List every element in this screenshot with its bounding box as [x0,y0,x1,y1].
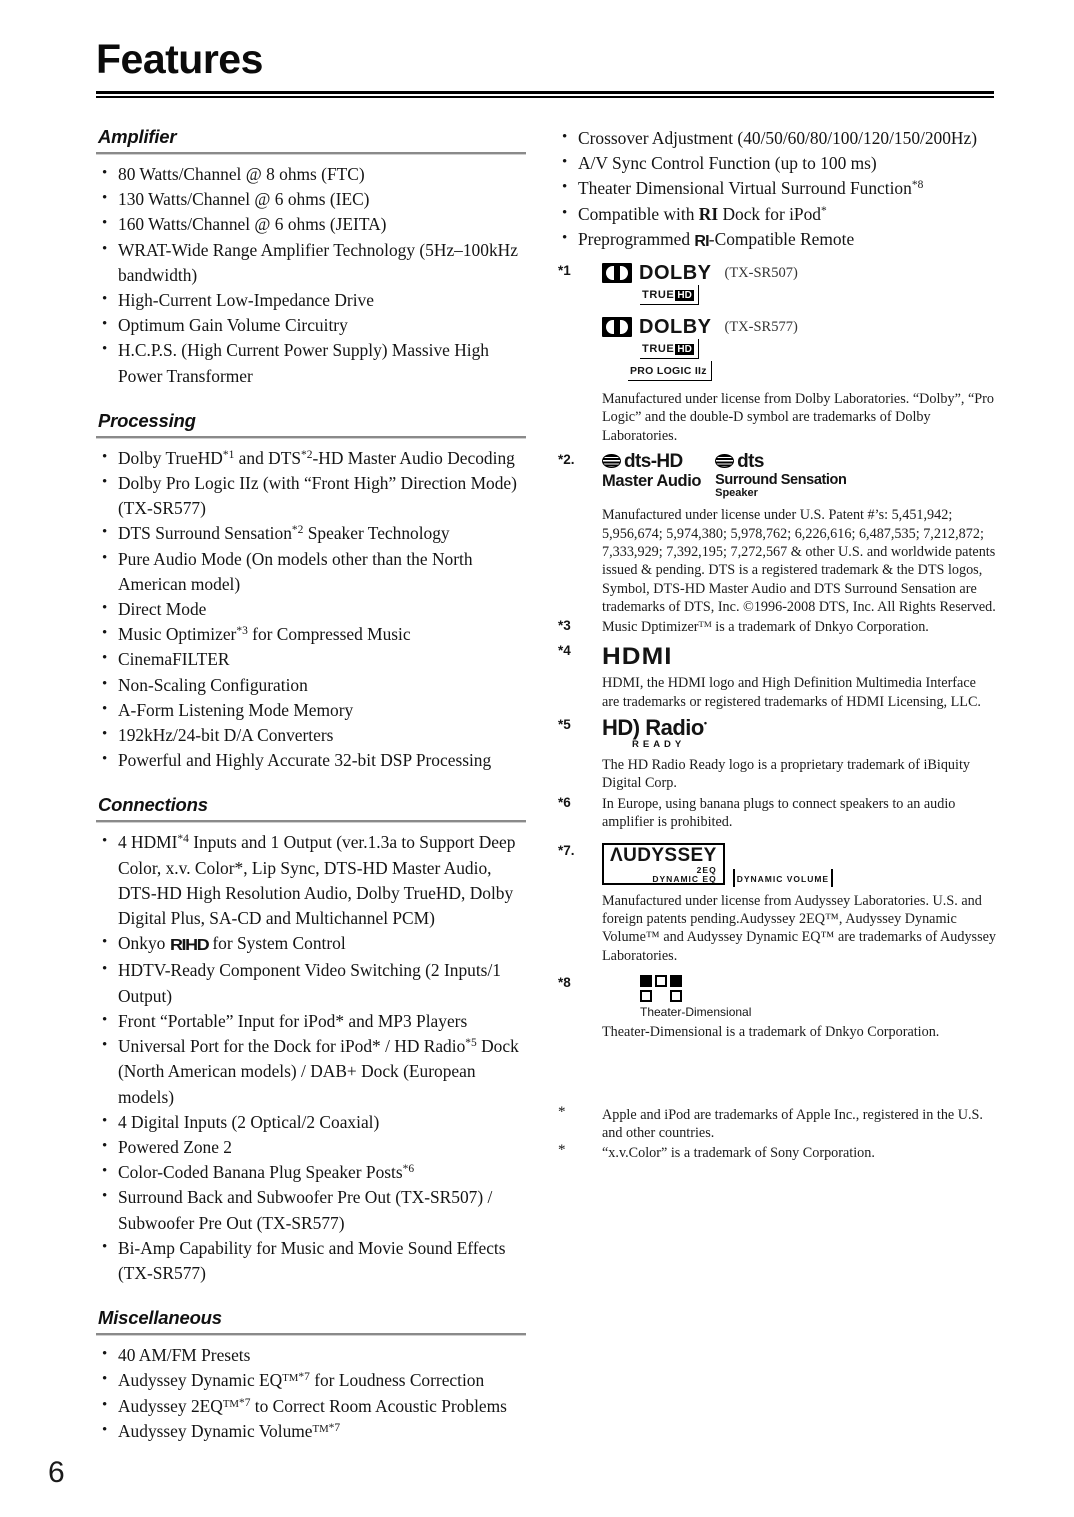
section-miscellaneous [96,1307,526,1444]
feature-text: A/V Sync Control Function (up to 100 ms) [578,153,877,174]
list-item [96,1343,526,1368]
feature-text: Bi-Amp Capability for Music and Movie Sound Effects (TX-SR577) [118,1237,506,1283]
trademark-notes [556,1106,996,1163]
list-item [96,1160,526,1185]
section-heading-amplifier: Amplifier [98,126,177,147]
feature-text: 160 Watts/Channel @ 6 ohms (JEITA) [118,214,387,235]
feature-text-cont: Dock (North American models) / DAB+ Dock (European models) [118,1036,519,1107]
hd-radio-arc-icon: ) [632,715,640,741]
footnote-ref: *7 [298,1371,310,1384]
feature-text: Pure Audio Mode (On models other than the North American model) [118,548,473,594]
dolby-hd-box: HD [677,343,692,355]
section-amplifier [96,126,526,389]
dts-master-audio-label: Master Audio [602,471,702,490]
list-item [96,446,526,471]
feature-text: Direct Mode [118,599,207,620]
theater-dimensional-caption: Theater-Dimensional [640,1004,752,1019]
footnote-2 [556,452,996,616]
feature-text: Crossover Adjustment (40/50/60/80/100/120/150/200Hz) [578,128,977,148]
footnote-ref: *1 [222,448,235,461]
dolby-double-d-icon [602,317,632,337]
section-processing [96,410,526,774]
trademark-symbol: TM [282,1372,299,1385]
footnote-ref: *7 [328,1421,341,1434]
feature-text: 192kHz/24-bit D/A Converters [118,725,334,746]
dolby-hd-box: HD [677,289,692,301]
list-item [96,288,526,313]
footnote-mark: *3 [558,618,571,634]
footnote-ref: *3 [236,625,248,638]
dts-speaker-label: Speaker [715,487,758,500]
footnote-5 [556,717,996,793]
footnote-3-text-part2: is a trademark of Dnkyo Corporation. [711,619,929,636]
dts-logos [602,452,996,500]
section-rule [96,436,526,439]
td-square-filled-left-icon [640,975,652,987]
miscellaneous-feature-list [96,1343,526,1444]
amplifier-feature-list [96,162,526,389]
feature-text: DTS Surround Sensation [118,523,292,544]
title-rule [96,91,994,98]
right-column [556,126,996,1043]
audyssey-2eq-label: 2EQ [696,865,717,876]
footnote-2-text: Manufactured under license under U.S. Patent #’s: 5,451,942; 5,956,674; 5,974,380; 5,978,762; 6,226,616; 6,487,535; 7,212,872; 7,333,929; 7,392,195; 7,272,567 & other U.S. and worldwide patents issued & pending. DTS is a registered trademark & the DTS logos, Symbol, DTS-HD Master Audio and DTS Surround Sensation are trademarks of DTS, Inc. ©1996-2008 DTS, Inc. All Rights Reserved. [602,507,996,615]
footnote-1-text: Manufactured under license from Dolby Laboratories. “Dolby”, “Pro Logic” and the double-D symbol are trademarks of Dolby Laboratories. [602,391,994,444]
dolby-model-507: (TX-SR507) [724,264,798,281]
list-item [556,176,996,201]
page-number: 6 [48,1456,65,1489]
feature-text: Dolby Pro Logic IIz (with “Front High” Direction Mode) (TX-SR577) [118,473,517,519]
feature-text: Music Optimizer [118,624,237,645]
right-feature-list [556,126,996,254]
list-item [96,162,526,187]
dolby-truehd-label: TRUE [642,343,675,356]
dts-surround-sensation-label: Surround Sensation [715,471,847,488]
dolby-truehd-prologic-logo-577 [602,317,798,381]
feature-text: CinemaFILTER [118,649,230,670]
footnote-3-text-part1: Music Dptimizer [602,619,699,636]
star-note-apple-text: Apple and iPod are trademarks of Apple Inc., registered in the U.S. and other countries. [602,1107,983,1142]
td-bottom-row [640,990,751,1002]
feature-text: 4 HDMI [118,832,178,853]
list-item [96,1135,526,1160]
footnote-ref: *6 [402,1163,415,1176]
list-item [96,622,526,647]
feature-text: Audyssey Dynamic Volume [118,1420,313,1441]
footnote-ref: *2 [301,448,313,461]
dts-hd-master-audio-logo [602,452,701,490]
feature-text-cont: and DTS [234,447,301,468]
trademark-symbol: TM [312,1422,329,1435]
list-item [556,227,996,254]
section-rule [96,820,526,823]
section-heading-connections: Connections [98,794,208,816]
ri-label: RI [698,203,719,224]
footnote-mark: *2. [558,451,575,467]
list-item [96,1110,526,1135]
footnote-mark: *6 [558,794,571,810]
list-item [96,521,526,546]
feature-text: Preprogrammed [578,228,695,249]
feature-text-cont: for Loudness Correction [309,1370,485,1391]
feature-text: Optimum Gain Volume Circuitry [118,315,348,336]
audyssey-wordmark: ΛUDYSSEY [610,845,717,867]
footnote-3 [556,618,996,636]
footnote-ref: *4 [177,833,189,846]
section-rule [96,1333,526,1336]
footnote-ref: *8 [911,179,924,192]
list-item [96,830,526,931]
dts-surround-sensation-logo [715,452,846,500]
section-connections [96,794,526,1286]
list-item [96,238,526,288]
hd-radio-label: Radio [645,715,704,741]
dolby-truehd-label: TRUE [642,289,675,302]
hd-radio-ready-logo [602,717,707,750]
feature-text: Surround Back and Subwoofer Pre Out (TX-SR507) / Subwoofer Pre Out (TX-SR577) [118,1187,493,1233]
footnote-6-text: In Europe, using banana plugs to connect speakers to an audio amplifier is prohibited. [602,795,956,830]
feature-text: H.C.P.S. (High Current Power Supply) Massive High Power Transformer [118,340,490,386]
audyssey-logo [602,843,996,887]
footnote-7 [556,843,996,965]
list-item [96,698,526,723]
feature-text-cont: Dock for iPod [718,203,821,224]
list-item [556,202,996,227]
footnote-ref: *5 [465,1037,477,1050]
hd-radio-hd-label: HD [602,715,633,741]
dolby-wordmark: DOLBY [639,316,712,339]
footnote-mark: *7. [558,843,575,859]
feature-text: Compatible with [578,203,699,224]
footnote-4-text: HDMI, the HDMI logo and High Definition Multimedia Interface are trademarks or registered trademarks of HDMI Licensing, LLC. [602,675,981,710]
list-item [96,673,526,698]
feature-text: Theater Dimensional Virtual Surround Function [578,178,912,199]
processing-feature-list [96,446,526,774]
footnote-ref: *2 [291,524,304,537]
feature-text-cont: to Correct Room Acoustic Problems [250,1395,507,1416]
feature-text: 130 Watts/Channel @ 6 ohms (IEC) [118,189,370,210]
footnote-1 [556,263,996,445]
list-item [96,1034,526,1110]
list-item [96,547,526,597]
page-header [96,36,994,98]
feature-text: 80 Watts/Channel @ 8 ohms (FTC) [118,164,365,184]
feature-text: Onkyo [118,933,170,954]
star-mark: * [558,1104,566,1120]
feature-text-cont: for System Control [208,933,346,954]
feature-text-cont: Inputs and 1 Output (ver.1.3a to Support Deep Color, x.v. Color*, Lip Sync, DTS-HD Master Audio, DTS-HD High Resolution Audio, Dolby TrueHD, Dolby Digital Plus, SA-CD and Multichannel PCM) [118,832,516,929]
audyssey-dynamic-volume-label: DYNAMIC VOLUME [736,873,830,884]
footnote-mark: *1 [558,263,571,279]
list-item [96,958,526,1008]
list-item [96,212,526,237]
feature-text-cont: for Compressed Music [247,624,411,645]
list-item [96,748,526,773]
footnote-8 [556,975,996,1041]
footnote-8-text: Theater-Dimensional is a trademark of Dnkyo Corporation. [602,1023,940,1040]
feature-text: Powered Zone 2 [118,1136,232,1157]
hd-radio-ready-label: READY [632,739,686,751]
dolby-prologic-iiz-label: PRO LOGIC IIz [630,365,707,378]
left-column [96,126,526,1444]
theater-dimensional-logo [640,975,751,1019]
feature-text: Color-Coded Banana Plug Speaker Posts [118,1162,403,1183]
list-item [96,1419,526,1444]
list-item [96,723,526,748]
list-item [96,313,526,338]
footnote-ref: *7 [238,1396,251,1409]
footnote-6 [556,795,996,832]
list-item [96,1185,526,1235]
feature-text: Audyssey Dynamic EQ [118,1370,283,1391]
feature-text: Front “Portable” Input for iPod* and MP3 Players [118,1010,468,1031]
list-item [96,1394,526,1419]
feature-text-cont: Speaker Technology [303,523,450,544]
feature-text: Dolby TrueHD [118,447,223,468]
feature-text: 4 Digital Inputs (2 Optical/2 Coaxial) [118,1111,380,1132]
section-heading-miscellaneous: Miscellaneous [98,1307,222,1329]
audyssey-dynamic-eq-label: DYNAMIC EQ [652,873,717,884]
td-square-filled-right-icon [670,975,682,987]
feature-text-cont: -Compatible Remote [708,228,855,249]
footnote-7-text: Manufactured under license from Audyssey Laboratories. U.S. and foreign patents pending.Audyssey 2EQ™, Audyssey Dynamic Volume™ and Audyssey Dynamic EQ™ are trademarks of Audyssey Laboratories. [602,892,996,964]
feature-text: Non-Scaling Configuration [118,674,308,695]
dolby-double-d-icon [602,263,632,283]
star-note-xvcolor [556,1141,996,1162]
feature-text: High-Current Low-Impedance Drive [118,290,374,311]
dts-hd-wordmark: dts-HD [624,450,683,472]
dts-wordmark: dts [737,450,764,472]
connections-feature-list [96,830,526,1286]
rihd-logo-icon: RIHD [169,937,209,955]
star-note-xvcolor-text: “x.v.Color” is a trademark of Sony Corporation. [602,1144,875,1161]
registered-mark: • [703,718,707,729]
footnote-mark: *8 [558,974,571,990]
feature-text: Universal Port for the Dock for iPod* / HD Radio [118,1036,466,1057]
dolby-model-577: (TX-SR577) [724,318,798,335]
td-square-open-left-icon [640,990,652,1002]
footnote-mark: *5 [558,717,571,733]
trademark-symbol: TM [222,1397,239,1410]
dts-disc-icon [602,454,621,468]
hdmi-logo-icon: HDMI [602,643,673,671]
page-title: Features [96,36,263,82]
footnote-4 [556,643,996,711]
list-item [96,338,526,388]
list-item [96,471,526,521]
feature-text: WRAT-Wide Range Amplifier Technology (5Hz–100kHz bandwidth) [118,239,518,285]
footnote-5-text: The HD Radio Ready logo is a proprietary trademark of iBiquity Digital Corp. [602,757,970,792]
list-item [96,647,526,672]
feature-text: A-Form Listening Mode Memory [118,699,354,720]
td-top-row [640,975,751,987]
ri-logo-icon: RI [694,232,709,250]
trademark-symbol: TM [698,619,712,630]
star-mark: * [558,1141,566,1158]
dolby-truehd-logo-507 [602,263,798,305]
feature-text: Audyssey 2EQ [118,1395,223,1416]
footnote-mark: *4 [558,643,571,659]
feature-text: Powerful and Highly Accurate 32-bit DSP Processing [118,750,492,771]
feature-text: 40 AM/FM Presets [118,1345,251,1366]
list-item [556,151,996,176]
list-item [96,1236,526,1286]
list-item [96,1009,526,1034]
section-rule [96,152,526,155]
list-item [96,931,526,958]
footnote-3-text [602,618,996,636]
dolby-wordmark: DOLBY [639,262,712,285]
star-note-apple [556,1106,996,1143]
list-item [556,126,996,151]
footnote-ref: * [820,204,827,217]
td-square-open-right-icon [670,990,682,1002]
footnotes [556,263,996,1041]
feature-text: HDTV-Ready Component Video Switching (2 Inputs/1 Output) [118,960,501,1006]
list-item [96,597,526,622]
feature-text-cont: -HD Master Audio Decoding [312,447,515,468]
list-item [96,187,526,212]
section-heading-processing: Processing [98,409,196,431]
list-item [96,1368,526,1393]
dts-disc-icon [715,454,734,468]
td-square-open-center-icon [655,975,667,987]
